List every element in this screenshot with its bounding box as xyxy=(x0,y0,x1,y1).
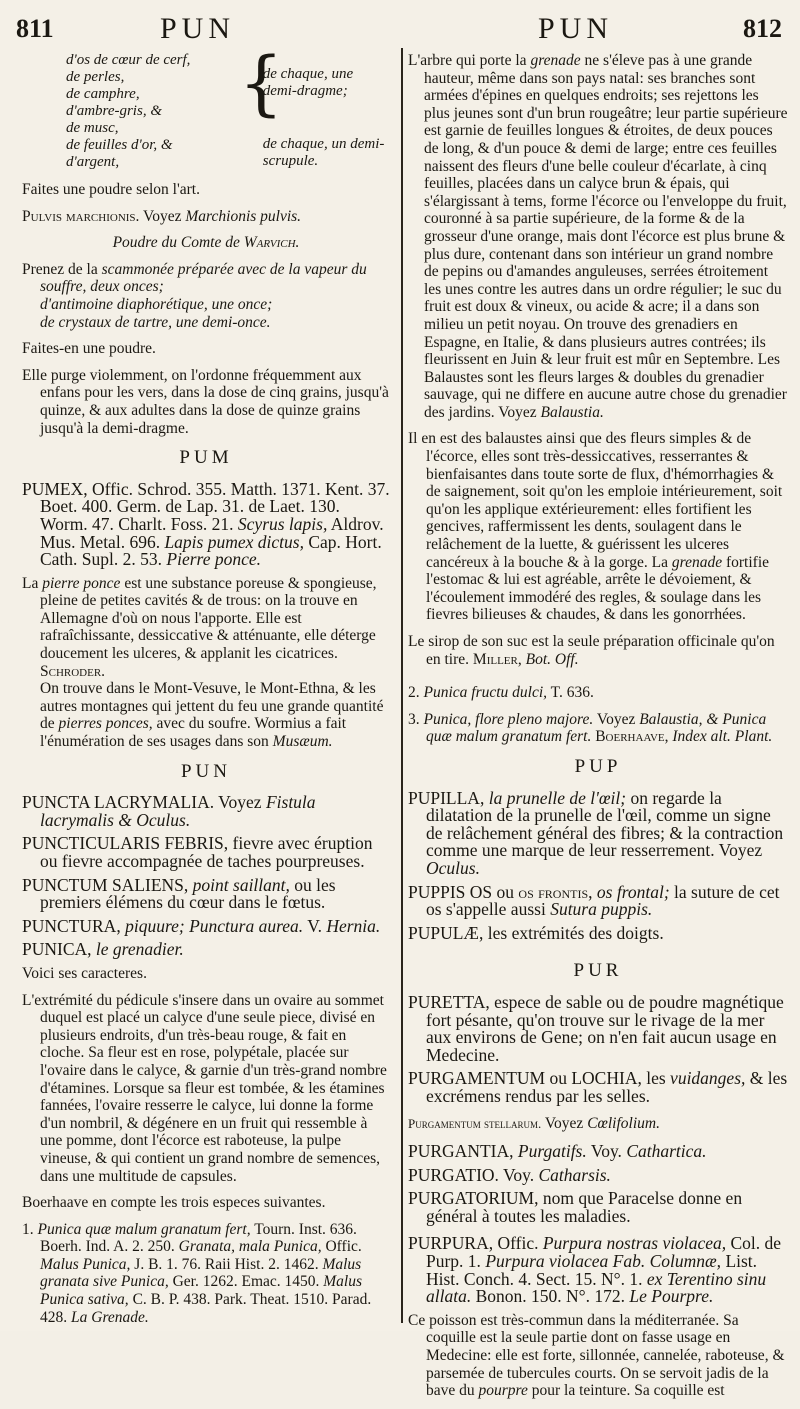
text: pourpre xyxy=(478,1382,528,1400)
brace-item: d'os de cœur de cerf, xyxy=(66,52,191,68)
dictionary-entry xyxy=(408,1190,788,1225)
entry-head: PURGATORIUM, xyxy=(408,1188,539,1209)
cross-reference: Balaustia, & Punica quæ malum granatum fert. xyxy=(426,710,767,746)
text: Purgatifs. xyxy=(517,1141,587,1162)
cross-reference: Catharsis. xyxy=(538,1164,611,1185)
paragraph xyxy=(408,1312,788,1400)
text: point saillant, xyxy=(192,874,290,895)
dictionary-entry xyxy=(408,787,788,878)
number: 1. xyxy=(22,1220,34,1238)
text: C. B. P. 438. Park. Theat. 1510. Parad. 428. xyxy=(40,1291,372,1326)
text: Voyez xyxy=(143,207,182,225)
text: Voyez xyxy=(544,1115,584,1133)
entry-head: PUPILLA, xyxy=(408,787,485,808)
dictionary-entry xyxy=(408,1235,788,1305)
text: Index alt. Plant. xyxy=(672,728,773,746)
cross-reference: Fistula lacrymalis & Oculus. xyxy=(40,792,316,830)
text: Punctura aurea. xyxy=(189,915,304,936)
brace-items xyxy=(22,52,239,171)
cross-reference: Cathartica. xyxy=(626,1141,707,1162)
brace-item: de perles, xyxy=(66,69,125,85)
text: Lapis pumex dictus, xyxy=(164,531,304,552)
text: Cap. Hort. Cath. Supl. 2. 53. xyxy=(40,531,382,570)
text: les extrémités des doigts. xyxy=(487,922,664,943)
text: Bonon. 150. N°. 172. xyxy=(475,1286,626,1307)
text: d'antimoine diaphorétique, une once; xyxy=(40,295,273,313)
text: Voy. xyxy=(590,1141,622,1162)
text: Ce poisson est très-commun dans la méditerranée. Sa coquille est la seule partie dont on fasse usage en Medecine: elle est forte, sillonnée, cannelée, raboteuse, & parsemée de tubercules courts. On se servoit jadis de la bave du xyxy=(408,1311,785,1400)
text: avec du soufre. Wormius a fait l'énumération de ses usages dans son xyxy=(40,715,347,751)
paragraph: Voici ses caracteres. xyxy=(22,964,147,982)
cross-reference: Cœlifolium. xyxy=(587,1115,660,1133)
paragraph: Boerhaave en compte les trois especes suivantes. xyxy=(22,1194,326,1212)
paragraph xyxy=(408,633,788,668)
text: L'arbre qui porte la xyxy=(408,52,527,69)
section-heading: PUR xyxy=(573,960,623,982)
right-running-head: PUN xyxy=(538,12,614,45)
text: Le Pourpre. xyxy=(629,1286,714,1307)
text: ou les premiers élémens du cœur dans le fœtus. xyxy=(40,874,336,913)
dictionary-entry xyxy=(408,1164,788,1185)
dictionary-entry xyxy=(408,991,788,1065)
entry-head: PUNCTA LACRYMALIA. xyxy=(22,792,215,813)
left-running-head: PUN xyxy=(160,12,236,45)
numbered-species xyxy=(22,1221,390,1327)
cross-reference: Oculus. xyxy=(426,857,480,878)
text: Pierre ponce. xyxy=(166,549,261,570)
text: La Grenade. xyxy=(71,1308,149,1326)
dictionary-entry xyxy=(408,881,788,920)
text: J. B. 1. 76. Raii Hist. 2. 1462. xyxy=(134,1255,319,1273)
dictionary-entry xyxy=(22,915,390,936)
entry-head: LOCHIA, xyxy=(571,1068,642,1089)
text: espece de sable ou de poudre magnétique fort pésante, qu'on trouve sur le rivage de la mer aux environs de Gene; on n'en fait aucun usage en Medecine. xyxy=(426,991,784,1065)
text: Bot. Off. xyxy=(525,650,579,668)
text: Col. de Purp. 1. xyxy=(426,1233,782,1272)
brace-item: de feuilles d'or, & xyxy=(66,137,173,153)
right-column xyxy=(408,52,788,1409)
entry-head: PUPULÆ, xyxy=(408,922,484,943)
entry-head: PUMEX, xyxy=(22,478,88,499)
right-page-number: 812 xyxy=(743,14,782,43)
text: Purpura violacea Fab. Columnæ, xyxy=(485,1251,722,1272)
text: On trouve dans le Mont-Vesuve, le Mont-Ethna, & les autres montagnes qui jettent du feu une grande quantité de xyxy=(40,680,384,733)
term: Pulvis marchionis. xyxy=(22,207,140,225)
text: est une substance poreuse & spongieuse, pleine de petites cavités & de trous: on la trouve en Allemagne d'où on nous l'apporte. Elle est rafraîchissante, dessiccative & atténuante, elle déterge doucement les ulceres, & applanit les cicatrices. xyxy=(40,574,377,663)
text: Voyez xyxy=(218,792,262,813)
paragraph xyxy=(408,52,788,421)
paragraph: L'extrémité du pédicule s'insere dans un ovaire au sommet duquel est placé un calyce d'une seule piece, divisé en plusieurs endroits, d'un très-beau rouge, & fait en cloche. Sa fleur est en rose, polypétale, placée sur l'ovaire dans le calyce, & garnie d'un très-grand nombre d'étamines. Lorsque sa fleur est tombée, & les étamines fannées, l'ovaire resserre le calyce, lui donne la forme d'un nombril, & dégénere en un fruit qui ressemble à une pomme, dont l'écorce est raboteuse, la pulpe vineuse, & qui contient un grand nombre de semences, dans une multitude de capsules. xyxy=(22,991,387,1185)
paragraph xyxy=(408,430,788,624)
text: on regarde la dilatation de la prunelle de l'œil, comme un signe de relâchement général des fibres; & la contraction comme une marque de leur resserrement. Voyez xyxy=(426,787,784,861)
dictionary-entry xyxy=(408,922,788,943)
text: & les excrémens rendus par les selles. xyxy=(426,1068,788,1106)
entry-head: PURGAMENTUM xyxy=(408,1068,546,1089)
text: Voyez xyxy=(596,710,636,728)
text: nom que Paracelse donne en général à toutes les maladies. xyxy=(426,1188,743,1226)
text: fortifie l'estomac & lui est agréable, arrête le dévoiement, & l'écoulement immodéré des regles, & soulage dans les fievres bilieuses & chaudes, & dans les gonorrhées. xyxy=(426,553,770,624)
text: Il en est des balaustes ainsi que des fleurs simples & de l'écorce, elles sont très-dessiccatives, resserrantes & bienfaisantes dans toute sorte de flux, d'hémorrhagies & de saignement, soit qu'on les emploie intérieurement, soit qu'on les applique extérieurement: elles fortifient les gencives, raffermissent les dents, soulagent dans le relâchement de la luette, & guérissent les ulceres cancéreux à la bouche & à la gorge. La xyxy=(408,430,783,571)
section-heading: PUM xyxy=(179,447,233,469)
term: Warvich. xyxy=(243,234,300,252)
brace-notes xyxy=(263,52,390,170)
author: Boerhaave, xyxy=(595,728,669,746)
recipe-paragraph xyxy=(22,261,390,331)
entry-head: Purgamentum stellarum. xyxy=(408,1116,542,1132)
text: T. 636. xyxy=(550,684,594,702)
dictionary-entry xyxy=(22,794,390,829)
brace-item: de musc, xyxy=(66,120,119,136)
section-heading: PUN xyxy=(180,760,231,782)
dictionary-entry xyxy=(408,1070,788,1105)
entry-head: PURETTA, xyxy=(408,991,490,1012)
text: piquure; xyxy=(125,915,185,936)
curly-brace: { xyxy=(238,42,284,124)
author: Miller, xyxy=(472,650,522,668)
text: Tourn. Inst. 636. Boerh. Ind. A. 2. 250. xyxy=(40,1220,357,1256)
text: Poudre du Comte de xyxy=(112,234,240,252)
brace-item: de camphre, xyxy=(66,86,140,102)
entry-head: PUNCTICULARIS FEBRIS, xyxy=(22,833,229,854)
text: Punica, flore pleno majore. xyxy=(423,710,594,728)
text: List. Hist. Conch. 4. Sect. 15. N°. 1. xyxy=(426,1251,758,1289)
recipe-title xyxy=(22,234,390,252)
dictionary-entry xyxy=(22,874,390,913)
text: le grenadier. xyxy=(95,939,184,960)
number: 2. xyxy=(408,684,420,702)
text: Voy. xyxy=(502,1164,535,1185)
brace-note: de chaque, une demi-dragme; xyxy=(262,66,354,99)
brace-item: d'argent, xyxy=(66,154,120,170)
paragraph xyxy=(22,208,390,226)
paragraph: Faites une poudre selon l'art. xyxy=(22,181,200,198)
dictionary-entry xyxy=(22,478,390,570)
cross-reference: Balaustia. xyxy=(540,403,604,421)
ingredient-brace-block xyxy=(22,42,390,171)
text: Granata, mala Punica, xyxy=(178,1238,322,1256)
text: fievre avec éruption ou fievre accompagnée de taches pourpreuses. xyxy=(40,833,373,871)
text: Purpura nostras violacea, xyxy=(542,1233,727,1254)
text: la suture de cet os s'appelle aussi xyxy=(426,881,780,920)
entry-head: PURPURA, xyxy=(408,1233,494,1254)
dictionary-entry xyxy=(22,941,390,959)
text: Aldrov. Mus. Metal. 696. xyxy=(40,513,384,552)
paragraph xyxy=(22,575,390,751)
text: ex Terentino sinu allata. xyxy=(426,1268,767,1307)
dictionary-entry xyxy=(22,835,390,870)
entry-head: PURGANTIA, xyxy=(408,1141,514,1162)
text: de crystaux de tartre, une demi-once. xyxy=(40,313,271,331)
text: Le sirop de son suc est la seule préparation officinale qu'on en tire. xyxy=(408,633,775,668)
left-page-number: 811 xyxy=(16,14,54,43)
entry-head: PUNCTURA, xyxy=(22,915,121,936)
text: les xyxy=(646,1068,666,1089)
text: Offic. xyxy=(325,1238,362,1256)
text: grenade xyxy=(530,52,581,69)
brace-item: d'ambre-gris, & xyxy=(66,103,162,119)
text: pierres ponces, xyxy=(58,715,153,733)
text: os frontis, xyxy=(518,881,593,902)
text: Offic. xyxy=(497,1233,539,1254)
brace-note: de chaque, un demi-scrupule. xyxy=(262,136,385,169)
text: ou xyxy=(549,1068,567,1089)
numbered-species xyxy=(408,684,788,702)
text: os frontal; xyxy=(596,881,670,902)
section-heading: PUP xyxy=(574,755,622,777)
text: La xyxy=(22,574,39,592)
entry-head: PUNCTUM SALIENS, xyxy=(22,874,189,895)
entry-head: PUNICA, xyxy=(22,939,92,960)
text: pour la teinture. Sa coquille est xyxy=(531,1382,725,1400)
text: Offic. Schrod. 355. Matth. 1371. Kent. 37. Boet. 400. Germ. de Lap. 31. de Laet. 130. Worm. 47. Charlt. Foss. 21. xyxy=(40,478,390,534)
numbered-species xyxy=(408,711,788,746)
text: scammonée préparée avec de la vapeur du souffre, deux onces; xyxy=(40,260,367,296)
dictionary-entry xyxy=(408,1143,788,1161)
author: Schroder. xyxy=(40,662,106,680)
text: Malus Punica, xyxy=(40,1255,131,1273)
text: Ger. 1262. Emac. 1450. xyxy=(172,1273,320,1291)
column-rule xyxy=(401,48,403,1323)
text: ou xyxy=(496,881,515,902)
text: grenade xyxy=(671,553,723,571)
entry-head: PURGATIO. xyxy=(408,1164,499,1185)
cross-reference: Marchionis pulvis. xyxy=(185,207,302,225)
entry-head: PUPPIS OS xyxy=(408,881,493,902)
text: pierre ponce xyxy=(42,574,121,592)
text: Musæum. xyxy=(272,733,333,751)
cross-reference: Hernia. xyxy=(326,915,381,936)
paragraph: Faites-en une poudre. xyxy=(22,340,156,358)
dictionary-entry xyxy=(408,1115,788,1133)
paragraph: Elle purge violemment, on l'ordonne fréquemment aux enfans pour les vers, dans la dose de cinq grains, jusqu'à quinze, & aux adultes dans la dose de quinze grains jusqu'à la demi-dragme. xyxy=(22,366,389,437)
text: Scyrus lapis, xyxy=(237,513,328,534)
text: Prenez de la xyxy=(22,260,98,278)
text: V. xyxy=(307,915,322,936)
text: Punica fructu dulci, xyxy=(423,684,548,702)
text: ne s'éleve pas à une grande hauteur, même dans son pays natal: ses branches sont armées d'épines en quelques endroits; ses rejettons les plus jeunes sont d'un brun rougeâtre; leur partie supérieure est garnie de feuilles longues & étroites, de deux pouces de long, & d'un pouce & demi de large; entre ces feuilles naissent des fleurs d'une belle couleur d'écarlate, à cinq feuilles, placées dans un calyce brun & épais, qui s'élargissant à tems, forme l'écorce ou l'enveloppe du fruit, couronné à sa partie supérieure, de la forme & de la grosseur d'une orange, mais dont l'écorce est plus brune & plus dure, contenant dans son intérieur un grand nombre de pepins ou d'amandes anguleuses, serrées étroitement les unes contre les autres dans un ordre régulier; le suc du fruit est doux & vineux, ou acide & acre; il a dans son milieu un petit noyau. On trouve des grenadiers en Espagne, en Italie, & dans plusieurs autres contrées; ils fleurissent en Juin & leur fruit est mûr en Septembre. Les Balaustes sont les fleurs larges & doubles du grenadier sauvage, qui ne differe en aucune autre chose du grenadier des jardins. Voyez xyxy=(424,52,788,421)
text: Malus Punica sativa, xyxy=(40,1273,363,1309)
left-column xyxy=(22,42,390,1335)
text: la prunelle de l'œil; xyxy=(488,787,627,808)
text: vuidanges, xyxy=(670,1068,746,1089)
text: Malus granata sive Punica, xyxy=(40,1255,362,1291)
number: 3. xyxy=(408,710,420,728)
text: Sutura puppis. xyxy=(550,899,653,920)
text: Punica quæ malum granatum fert, xyxy=(37,1220,251,1238)
